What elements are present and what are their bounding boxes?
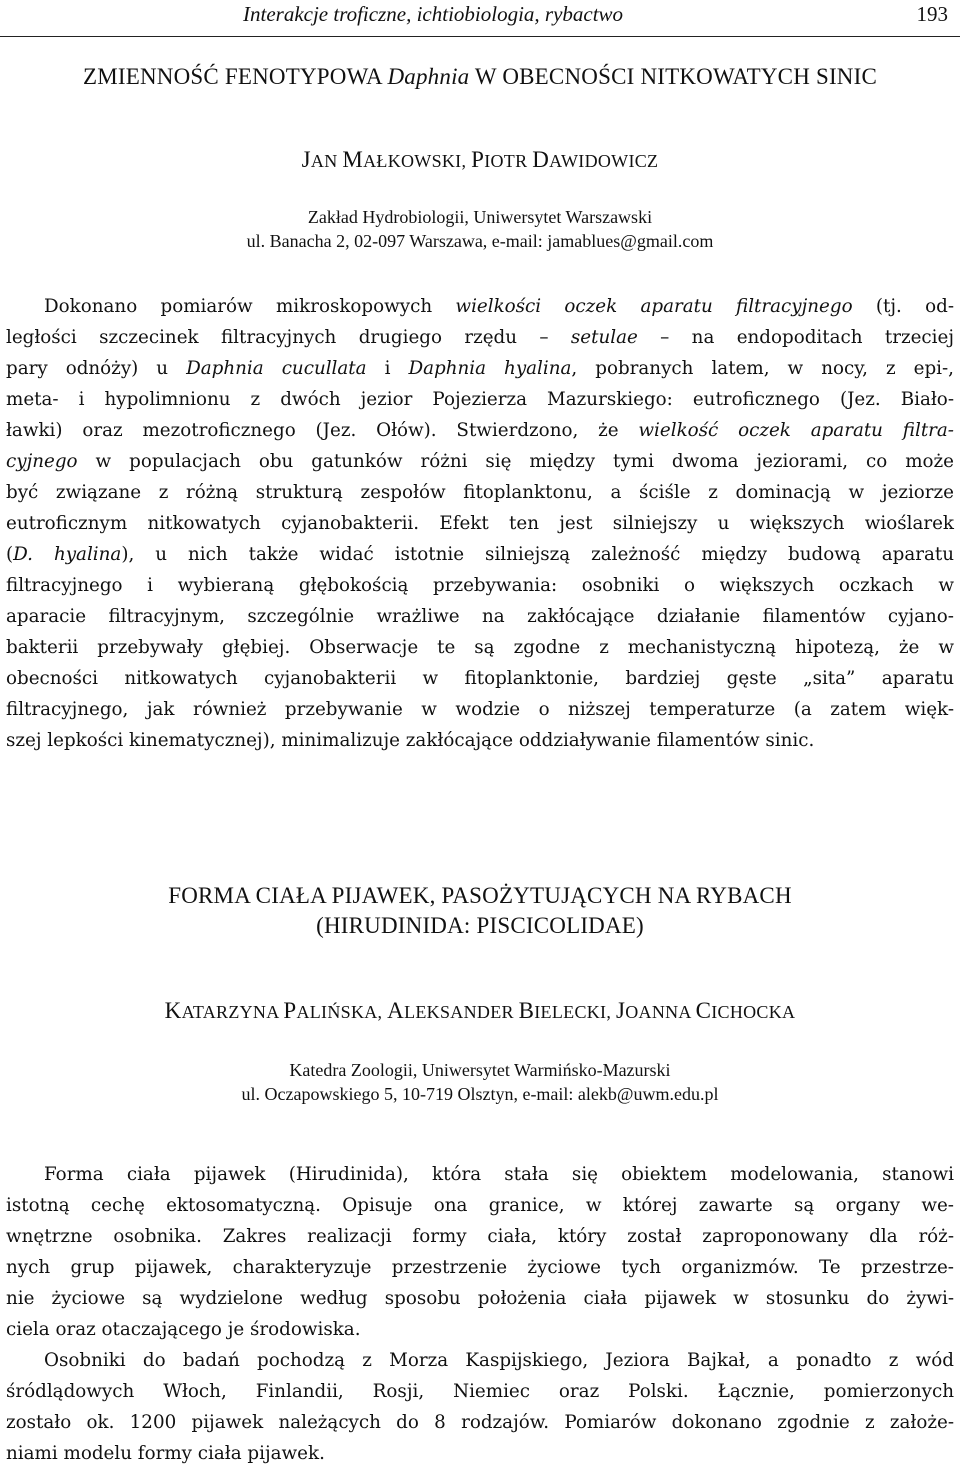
article1-affiliation-line: Zakład Hydrobiologii, Uniwersytet Warszawski — [307, 207, 653, 227]
text-line: Osobniki do badań pochodzą z Morza Kaspijskiego, Jeziora Bajkał, a ponadto z wód — [44, 1350, 954, 1371]
text-line: cyjnego w populacjach obu gatunków różni się między tymi dwoma jeziorami, co może — [6, 451, 954, 472]
text-line: być związane z różną strukturą zespołów fitoplanktonu, a ściśle z dominacją w jeziorze — [6, 482, 954, 503]
running-head — [0, 0, 960, 40]
text-line: szej lepkości kinematycznej), minimalizuje zakłócające oddziaływanie filamentów sinic. — [6, 730, 815, 751]
article1-title-part: W OBECNOŚCI NITKOWATYCH SINIC — [469, 64, 878, 89]
article1-affiliation — [0, 205, 960, 253]
text-line: ławki) oraz mezotroficznego (Jez. Ołów). Stwierdzono, że wielkość oczek aparatu filtra- — [6, 420, 954, 441]
article2-paragraph-2 — [6, 1345, 954, 1469]
text-line: aparacie filtracyjnym, szczególnie wrażliwe na zakłócające działanie filamentów cyjano- — [6, 606, 954, 627]
text-line: (D. hyalina), u nich także widać istotnie silniejszą zależność między budową aparatu — [6, 544, 954, 565]
article1-authors: JAN MAŁKOWSKI, PIOTR DAWIDOWICZ — [301, 147, 659, 172]
text-line: pary odnóży) u Daphnia cucullata i Daphnia hyalina, pobranych latem, w nocy, z epi-, — [6, 358, 954, 379]
text-line: filtracyjnego i wybieraną głębokością przebywania: osobniki o większych oczkach w — [6, 575, 954, 596]
article2-title-line: FORMA CIAŁA PIJAWEK, PASOŻYTUJĄCYCH NA RYBACH — [168, 883, 792, 908]
article2-title — [0, 883, 960, 939]
text-line: wnętrzne osobnika. Zakres realizacji formy ciała, który został zaproponowany dla róż- — [6, 1226, 954, 1247]
text-line: Dokonano pomiarów mikroskopowych wielkości oczek aparatu filtracyjnego (tj. od- — [44, 296, 955, 317]
page-number: 193 — [916, 2, 948, 26]
text-line: istotną cechę ektosomatyczną. Opisuje ona granice, w której zawarte są organy we- — [6, 1195, 954, 1216]
article1-title — [0, 64, 960, 90]
text-line: zostało ok. 1200 pijawek należących do 8 rodzajów. Pomiarów dokonano zgodnie z założe- — [6, 1412, 954, 1433]
text-line: meta- i hypolimnionu z dwóch jezior Pojezierza Mazurskiego: eutroficznego (Jez. Biało- — [6, 389, 954, 410]
header-rule — [0, 36, 960, 37]
text-line: niami modelu formy ciała pijawek. — [6, 1443, 325, 1464]
article2-title-line: (HIRUDINIDA: PISCICOLIDAE) — [316, 913, 644, 938]
article2-affiliation-line: Katedra Zoologii, Uniwersytet Warmińsko-Mazurski — [289, 1060, 671, 1080]
article2-authors: KATARZYNA PALIŃSKA, ALEKSANDER BIELECKI, JOANNA CICHOCKA — [164, 998, 796, 1023]
article1-affiliation-address: ul. Banacha 2, 02-097 Warszawa, e-mail: jamablues@gmail.com — [246, 231, 714, 251]
text-line: nych grup pijawek, charakteryzuje przestrzenie życiowe tych organizmów. Te przestrze- — [6, 1257, 954, 1278]
text-line: eutroficznym nitkowatych cyjanobakterii. Efekt ten jest silniejszy u większych wioślarek — [6, 513, 954, 534]
text-line: obecności nitkowatych cyjanobakterii w fitoplanktonie, bardziej gęste „sita” aparatu — [6, 668, 954, 689]
article1-title-part: ZMIENNOŚĆ FENOTYPOWA — [82, 64, 388, 89]
text-line: filtracyjnego, jak również przebywanie w wodzie o niższej temperaturze (a zatem więk- — [6, 699, 954, 720]
running-head-title: Interakcje troficzne, ichtiobiologia, rybactwo — [243, 2, 624, 26]
article1-abstract — [6, 291, 954, 756]
text-line: nie życiowe są wydzielone według sposobu położenia ciała pijawek w stosunku do żywi- — [6, 1288, 954, 1309]
article2-paragraph-1 — [6, 1159, 954, 1345]
text-line: bakterii przebywały głębiej. Obserwacje te są zgodne z mechanistyczną hipotezą, że w — [6, 637, 954, 658]
text-line: ległości szczecinek filtracyjnych drugiego rzędu – setulae – na endopoditach trzeciej — [6, 327, 954, 348]
text-line: ciela oraz otaczającego je środowiska. — [6, 1319, 361, 1340]
article2-affiliation-address: ul. Oczapowskiego 5, 10-719 Olsztyn, e-mail: alekb@uwm.edu.pl — [241, 1084, 719, 1104]
text-line: Forma ciała pijawek (Hirudinida), która stała się obiektem modelowania, stanowi — [44, 1164, 954, 1185]
article2-affiliation — [0, 1058, 960, 1106]
article1-title-genus: Daphnia — [387, 64, 470, 89]
text-line: śródlądowych Włoch, Finlandii, Rosji, Niemiec oraz Polski. Łącznie, pomierzonych — [6, 1381, 954, 1402]
